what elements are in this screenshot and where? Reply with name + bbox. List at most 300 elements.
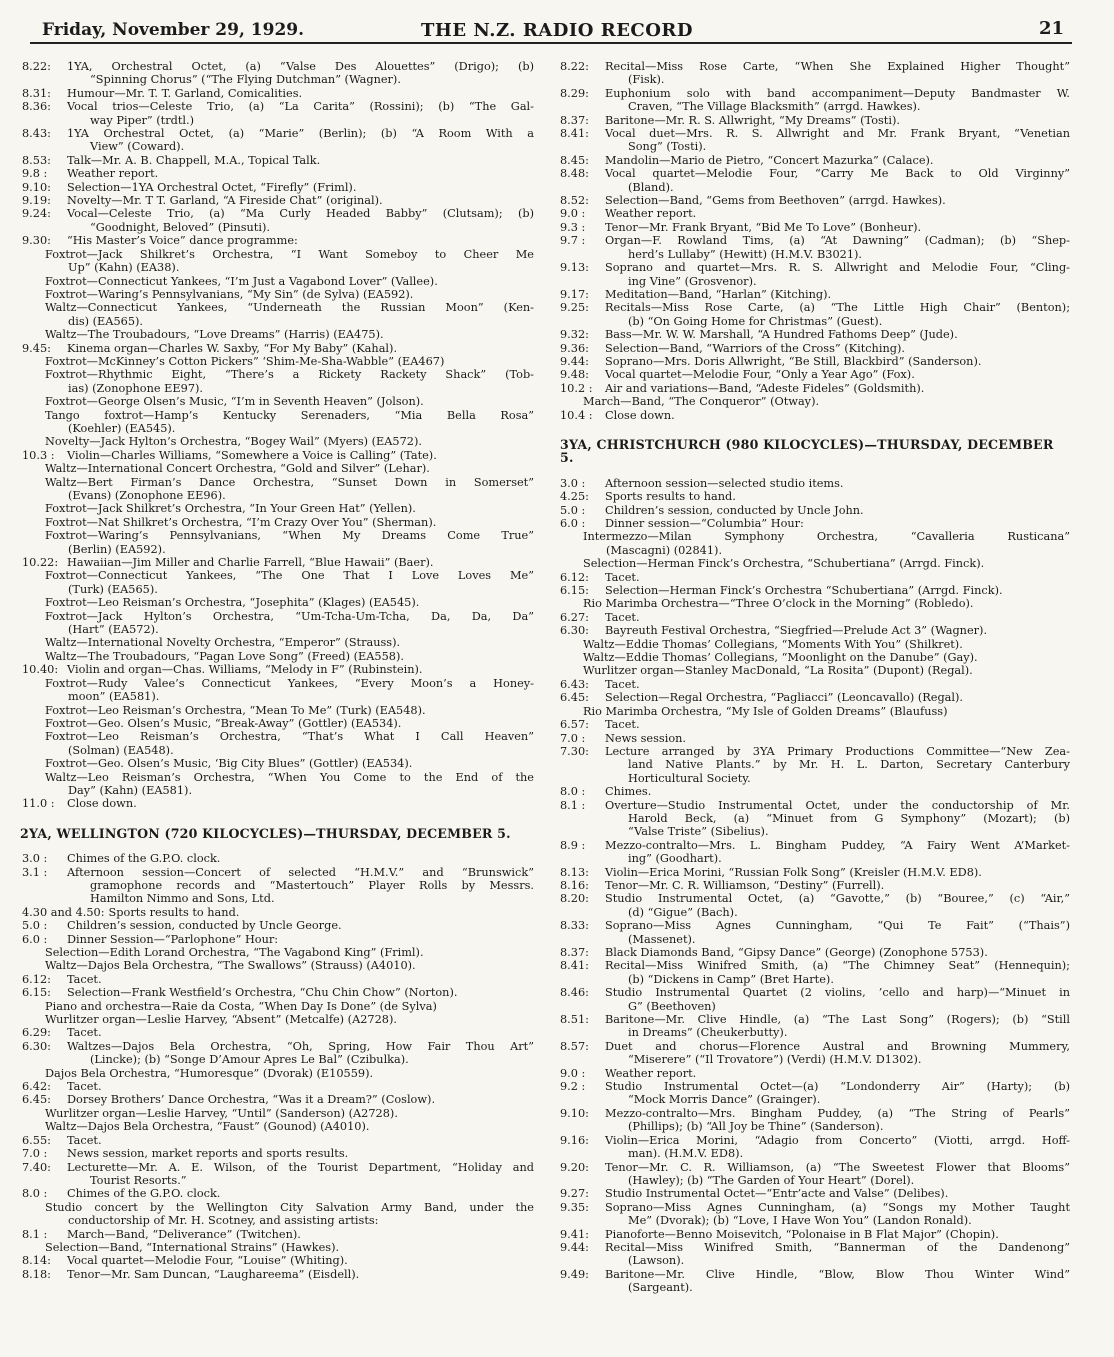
entry-text (605, 368, 1070, 381)
programme-line: Wurlitzer organ—Leslie Harvey, “Absent” (Metcalfe) (A2728). (45, 1013, 397, 1027)
entry-time: 9.17: (560, 287, 589, 301)
entry-text (67, 234, 534, 247)
programme-line: Foxtrot—Rhythmic Eight, “There’s a Rickety Rackety Shack” (Tob- (45, 368, 534, 382)
programme-entry (560, 919, 1070, 946)
programme-line: Black Diamonds Band, “Gipsy Dance” (George) (Zonophone 5753). (605, 946, 988, 959)
programme-line: “Mock Morris Dance” (Grainger). (628, 1093, 821, 1107)
programme-line: Talk—Mr. A. B. Chappell, M.A., Topical Talk. (67, 153, 321, 167)
programme-line: Meditation—Band, “Harlan” (Kitching). (605, 287, 832, 301)
programme-sub-item (22, 946, 534, 959)
programme-line: Foxtrot—Waring’s Pennsylvanians, “When My Dreams Come True” (45, 529, 534, 543)
entry-text (605, 946, 1070, 959)
station-heading: 3YA, CHRISTCHURCH (980 KILOCYCLES)—THURSDAY, DECEMBER 5. (560, 436, 1054, 466)
entry-time: 9.44: (560, 354, 589, 368)
programme-entry (22, 1080, 534, 1093)
entry-text (67, 1093, 534, 1106)
entry-text (605, 1161, 1070, 1188)
programme-line: Tacet. (67, 1026, 102, 1040)
programme-line: Dorsey Brothers’ Dance Orchestra, “Was it a Dream?” (Coslow). (67, 1093, 436, 1107)
entry-text (605, 207, 1070, 220)
entry-text (67, 449, 534, 462)
entry-text (605, 678, 1070, 691)
entry-time: 8.46: (560, 986, 589, 1000)
entry-time: 6.30: (22, 1039, 51, 1053)
entry-text (67, 973, 534, 986)
programme-line: Lecturette—Mr. A. E. Wilson, of the Tourist Department, “Holiday and (67, 1160, 534, 1174)
programme-line: Dinner Session—“Parlophone” Hour: (67, 932, 279, 946)
programme-sub-item (22, 476, 534, 503)
entry-text (605, 1040, 1070, 1067)
programme-line: Waltz—Dajos Bela Orchestra, “Faust” (Gounod) (A4010). (45, 1120, 370, 1134)
programme-entry (22, 866, 534, 906)
programme-sub-item (22, 288, 534, 301)
entry-time: 6.43: (560, 677, 589, 691)
programme-sub-item (22, 395, 534, 408)
programme-sub-item (560, 638, 1070, 651)
entry-text (605, 1241, 1070, 1268)
entry-text (67, 797, 534, 810)
programme-line: Foxtrot—McKinney’s Cotton Pickers” ‘Shim-Me-Sha-Wabble” (EA467) (45, 354, 445, 368)
programme-line: (Solman) (EA548). (68, 743, 174, 757)
entry-text (605, 167, 1070, 194)
programme-sub-item (560, 597, 1070, 610)
programme-line: Selection—Herman Finck’s Orchestra, “Schubertiana” (Arrgd. Finck). (583, 557, 985, 571)
programme-entry (560, 234, 1070, 261)
programme-line: Tenor—Mr. Sam Duncan, “Laughareema” (Eisdell). (67, 1267, 360, 1281)
programme-entry (22, 906, 534, 919)
entry-time: 9.0 : (560, 1066, 586, 1080)
programme-entry (22, 1268, 534, 1281)
programme-line: Wurlitzer organ—Stanley MacDonald, “La Rosita” (Dupont) (Regal). (583, 664, 973, 678)
entry-text (67, 181, 534, 194)
programme-line: “Valse Triste” (Sibelius). (628, 825, 769, 839)
programme-entry (560, 892, 1070, 919)
programme-sub-item (22, 610, 534, 637)
programme-line: gramophone records and “Mastertouch” Player Rolls by Messrs. (90, 878, 534, 892)
programme-entry (22, 1026, 534, 1039)
programme-line: Tourist Resorts.” (90, 1173, 187, 1187)
programme-entry (560, 866, 1070, 879)
entry-time: 3.0 : (22, 852, 48, 866)
entry-time: 8.33: (560, 919, 589, 933)
programme-entry (560, 1107, 1070, 1134)
programme-line: (Massenet). (628, 932, 696, 946)
entry-time: 9.2 : (560, 1080, 586, 1094)
programme-line: dis) (EA565). (68, 314, 144, 328)
programme-sub-item (22, 529, 534, 556)
entry-time: 8.0 : (560, 785, 586, 799)
entry-text (67, 866, 534, 906)
programme-line: Selection—Regal Orchestra, “Pagliacci” (Leoncavallo) (Regal). (605, 691, 964, 705)
entry-time: 9.27: (560, 1187, 589, 1201)
programme-line: Pianoforte—Benno Moisevitch, “Polonaise in B Flat Major” (Chopin). (605, 1227, 999, 1241)
programme-line: man). (H.M.V. ED8). (628, 1147, 744, 1161)
entry-text (605, 799, 1070, 839)
programme-line: Me” (Dvorak); (b) “Love, I Have Won You” (Landon Ronald). (628, 1214, 972, 1228)
programme-line: (Lincke); (b) “Songe D’Amour Apres Le Bal” (Czibulka). (90, 1053, 409, 1067)
entry-time: 8.14: (22, 1254, 51, 1268)
entry-text (67, 1040, 534, 1067)
programme-line: “Spinning Chorus” (“The Flying Dutchman” (Wagner). (90, 73, 401, 87)
programme-entry (22, 797, 534, 810)
programme-line: Foxtrot—Leo Reisman’s Orchestra, “Josephita” (Klages) (EA545). (45, 596, 420, 610)
programme-line: Weather report. (605, 1066, 697, 1080)
entry-time: 8.22: (560, 60, 589, 73)
entry-time: 11.0 : (22, 797, 55, 811)
entry-time: 8.22: (22, 60, 51, 73)
programme-line: (b) “On Going Home for Christmas” (Guest). (628, 314, 883, 328)
programme-entry (22, 1134, 534, 1147)
entry-text (605, 328, 1070, 341)
programme-line: Foxtrot—Leo Reisman’s Orchestra, “Mean To Me” (Turk) (EA548). (45, 703, 426, 717)
programme-line: Foxtrot—Jack Shilkret’s Orchestra, “In Your Green Hat” (Yellen). (45, 502, 416, 516)
programme-line: “Goodnight, Beloved” (Pinsuti). (90, 220, 270, 234)
programme-line: ias) (Zonophone EE97). (68, 381, 204, 395)
entry-text (67, 127, 534, 154)
programme-line: Chimes of the G.P.O. clock. (67, 852, 221, 866)
programme-line: Violin—Erica Morini, “Russian Folk Song” (Kreisler (H.M.V. ED8). (605, 865, 982, 879)
programme-entry (22, 60, 534, 87)
entry-text (605, 261, 1070, 288)
programme-line: Afternoon session—selected studio items. (605, 476, 844, 490)
programme-line: Sports results to hand. (108, 905, 240, 919)
programme-line: Tacet. (605, 677, 640, 691)
programme-line: (Fisk). (628, 73, 665, 87)
programme-line: Studio Instrumental Octet, (a) “Gavotte,” (b) “Bouree,” (c) “Air,” (605, 892, 1070, 906)
programme-entry (22, 1254, 534, 1267)
entry-text (605, 127, 1070, 154)
programme-entry (22, 933, 534, 946)
entry-time: 8.20: (560, 892, 589, 906)
programme-line: (Lawson). (628, 1254, 685, 1268)
programme-sub-item (560, 705, 1070, 718)
programme-entry (22, 919, 534, 932)
programme-entry (560, 1161, 1070, 1188)
programme-line: Selection—Band, “International Strains” (Hawkes). (45, 1240, 340, 1254)
programme-entry (560, 799, 1070, 839)
programme-line: Rio Marimba Orchestra, “My Isle of Golden Dreams” (Blaufuss) (583, 704, 948, 718)
programme-entry (22, 167, 534, 180)
programme-sub-item (22, 502, 534, 515)
programme-line: 1YA Orchestral Octet, (a) “Marie” (Berlin); (b) “A Room With a (67, 127, 534, 141)
programme-line: Waltz—Connecticut Yankees, “Underneath the Russian Moon” (Ken- (45, 301, 534, 315)
entry-time: 8.57: (560, 1039, 589, 1053)
programme-line: March—Band, “Deliverance” (Twitchen). (67, 1227, 301, 1241)
programme-line: Up” (Kahn) (EA38). (68, 261, 180, 275)
programme-line: in Dreams” (Cheukerbutty). (628, 1026, 788, 1040)
entry-time: 6.57: (560, 718, 589, 732)
entry-time: 8.51: (560, 1013, 589, 1027)
programme-entry (560, 517, 1070, 530)
programme-line: Song” (Tosti). (628, 140, 707, 154)
entry-time: 8.48: (560, 167, 589, 181)
publication-title: THE N.Z. RADIO RECORD (421, 20, 693, 41)
programme-line: Bayreuth Festival Orchestra, “Siegfried—Prelude Act 3” (Wagner). (605, 624, 988, 638)
programme-line: Weather report. (605, 207, 697, 221)
programme-entry (22, 1187, 534, 1200)
entry-text (67, 207, 534, 234)
programme-line: Studio Instrumental Quartet (2 violins, ’cello and harp)—“Minuet in (605, 986, 1070, 1000)
programme-line: moon” (EA581). (68, 690, 160, 704)
programme-line: Soprano and quartet—Mrs. R. S. Allwright and Melodie Four, “Cling- (605, 261, 1070, 275)
entry-time: 6.42: (22, 1080, 51, 1094)
programme-entry (560, 301, 1070, 328)
entry-time: 6.27: (560, 610, 589, 624)
programme-entry (22, 234, 534, 247)
programme-line: Recital—Miss Winifred Smith, “Bannerman of the Dandenong” (605, 1240, 1070, 1254)
programme-line: Vocal duet—Mrs. R. S. Allwright and Mr. Frank Bryant, “Venetian (605, 127, 1070, 141)
programme-entry (22, 194, 534, 207)
entry-time: 9.13: (560, 261, 589, 275)
entry-time: 9.36: (560, 341, 589, 355)
entry-text (67, 663, 534, 676)
programme-sub-item (22, 650, 534, 663)
programme-sub-item (22, 596, 534, 609)
programme-line: Foxtrot—Connecticut Yankees, “The One That I Love Loves Me” (45, 569, 534, 583)
programme-line: Close down. (605, 408, 675, 422)
programme-entry (560, 785, 1070, 798)
entry-time: 8.1 : (560, 798, 586, 812)
programme-line: Hamilton Nimmo and Sons, Ltd. (90, 892, 275, 906)
programme-sub-item (22, 516, 534, 529)
entry-text (605, 1107, 1070, 1134)
programme-sub-item (22, 1067, 534, 1080)
entry-time: 8.53: (22, 153, 51, 167)
entry-time: 6.55: (22, 1133, 51, 1147)
programme-line: Chimes. (605, 785, 652, 799)
entry-text (67, 1026, 534, 1039)
entry-text (67, 100, 534, 127)
programme-sub-item (22, 275, 534, 288)
programme-entry (22, 1093, 534, 1106)
programme-line: (Berlin) (EA592). (68, 542, 166, 556)
programme-line: Children’s session, conducted by Uncle George. (67, 919, 342, 933)
programme-line: Dajos Bela Orchestra, “Humoresque” (Dvorak) (E10559). (45, 1066, 374, 1080)
programme-line: (Hawley); (b) “The Garden of Your Heart” (Dorel). (628, 1173, 915, 1187)
programme-line: Foxtrot—Leo Reisman’s Orchestra, “That’s What I Call Heaven” (45, 730, 534, 744)
programme-entry (22, 973, 534, 986)
entry-time: 9.20: (560, 1160, 589, 1174)
entry-text (605, 1080, 1070, 1107)
entry-time: 6.45: (560, 691, 589, 705)
entry-time: 6.12: (560, 570, 589, 584)
programme-line: Waltz—Dajos Bela Orchestra, “The Swallows” (Strauss) (A4010). (45, 959, 416, 973)
programme-sub-item (22, 771, 534, 798)
programme-line: Recital—Miss Rose Carte, “When She Explained Higher Thought” (605, 60, 1070, 73)
entry-time: 8.29: (560, 86, 589, 100)
programme-entry (560, 745, 1070, 785)
programme-sub-item (560, 557, 1070, 570)
programme-line: Waltz—The Troubadours, “Pagan Love Song” (Freed) (EA558). (45, 649, 404, 663)
programme-entry (560, 1040, 1070, 1067)
entry-text (605, 301, 1070, 328)
entry-text (67, 1161, 534, 1188)
programme-entry (560, 678, 1070, 691)
programme-line: Bass—Mr. W. W. Marshall, “A Hundred Fathoms Deep” (Jude). (605, 328, 958, 342)
entry-text (605, 1228, 1070, 1241)
programme-line: Foxtrot—Jack Hylton’s Orchestra, “Um-Tcha-Um-Tcha, Da, Da, Da” (45, 609, 534, 623)
programme-line: Foxtrot—Nat Shilkret’s Orchestra, “I’m Crazy Over You” (Sherman). (45, 515, 437, 529)
entry-text (605, 1201, 1070, 1228)
programme-entry (22, 100, 534, 127)
programme-line: Children’s session, conducted by Uncle John. (605, 503, 864, 517)
header-rule (30, 42, 1072, 44)
entry-time: 9.10: (560, 1106, 589, 1120)
programme-line: Studio Instrumental Octet—(a) “Londonderry Air” (Harty); (b) (605, 1080, 1070, 1094)
entry-text (605, 221, 1070, 234)
programme-sub-item (22, 409, 534, 436)
programme-line: Waltz—International Novelty Orchestra, “Emperor” (Strauss). (45, 636, 401, 650)
programme-line: Close down. (67, 797, 137, 811)
programme-line: Rio Marimba Orchestra—“Three O’clock in the Morning” (Robledo). (583, 597, 974, 611)
entry-time: 7.0 : (22, 1147, 48, 1161)
programme-line: (Bland). (628, 180, 674, 194)
programme-sub-item (22, 328, 534, 341)
entry-time: 8.36: (22, 100, 51, 114)
entry-text (605, 584, 1070, 597)
programme-line: Air and variations—Band, “Adeste Fideles” (Goldsmith). (605, 381, 925, 395)
programme-line: (b) “Dickens in Camp” (Bret Harte). (628, 972, 834, 986)
entry-time: 3.1 : (22, 865, 48, 879)
entry-time: 9.8 : (22, 167, 48, 181)
programme-line: Studio concert by the Wellington City Salvation Army Band, under the (45, 1200, 534, 1214)
programme-line: Waltz—Leo Reisman’s Orchestra, “When You Come to the End of the (45, 770, 534, 784)
programme-line: Selection—Herman Finck’s Orchestra “Schubertiana” (Arrgd. Finck). (605, 584, 1003, 598)
right-column (560, 60, 1070, 1295)
programme-entry (560, 87, 1070, 114)
entry-text (605, 1067, 1070, 1080)
programme-line: Euphonium solo with band accompaniment—Deputy Bandmaster W. (605, 86, 1070, 100)
programme-sub-item (22, 757, 534, 770)
programme-line: land Native Plants.” by Mr. H. L. Darton, Secretary Canterbury (628, 758, 1070, 772)
entry-text (605, 839, 1070, 866)
entry-time: 6.0 : (560, 517, 586, 530)
programme-sub-item (22, 677, 534, 704)
programme-entry (560, 691, 1070, 704)
programme-line: Intermezzo—Milan Symphony Orchestra, “Cavalleria Rusticana” (583, 530, 1070, 544)
entry-text (605, 919, 1070, 946)
programme-line: Tango foxtrot—Hamp’s Kentucky Serenaders, “Mia Bella Rosa” (45, 408, 534, 422)
entry-text (605, 1134, 1070, 1161)
page-header (0, 0, 1114, 44)
entry-text (67, 1254, 534, 1267)
programme-entry (22, 181, 534, 194)
entry-time: 9.45: (22, 341, 51, 355)
entry-text (67, 1228, 534, 1241)
programme-line: Foxtrot—Geo. Olsen’s Music, “Break-Away” (Gottler) (EA534). (45, 716, 402, 730)
programme-line: Vocal trios—Celeste Trio, (a) “La Carita” (Rossini); (b) “The Gal- (67, 100, 534, 114)
entry-time: 9.48: (560, 368, 589, 382)
programme-entry (560, 368, 1070, 381)
programme-line: Weather report. (67, 167, 159, 181)
programme-entry (560, 959, 1070, 986)
entry-time: 8.9 : (560, 838, 586, 852)
entry-time: 7.0 : (560, 731, 586, 745)
entry-time: 9.41: (560, 1227, 589, 1241)
programme-entry (22, 852, 534, 865)
programme-line: Lecture arranged by 3YA Primary Productions Committee—“New Zea- (605, 744, 1070, 758)
programme-line: Duet and chorus—Florence Austral and Browning Mummery, (605, 1039, 1070, 1053)
entry-text (605, 1013, 1070, 1040)
programme-entry (22, 154, 534, 167)
entry-text (67, 1147, 534, 1160)
programme-entry (22, 556, 534, 569)
entry-text (67, 1080, 534, 1093)
programme-line: Overture—Studio Instrumental Octet, under the conductorship of Mr. (605, 798, 1070, 812)
programme-entry (560, 221, 1070, 234)
programme-line: March—Band, “The Conqueror” (Otway). (583, 395, 820, 409)
programme-entry (560, 584, 1070, 597)
entry-time: 9.10: (22, 180, 51, 194)
programme-entry (560, 1268, 1070, 1295)
programme-line: Selection—Band, “Warriors of the Cross” (Kitching). (605, 341, 905, 355)
programme-line: Vocal quartet—Melodie Four, “Louise” (Whiting). (67, 1254, 348, 1268)
programme-entry (560, 194, 1070, 207)
entry-time: 5.0 : (560, 503, 586, 517)
programme-entry (560, 261, 1070, 288)
entry-time: 4.25: (560, 490, 589, 504)
programme-entry (560, 127, 1070, 154)
programme-entry (560, 1080, 1070, 1107)
programme-line: Recitals—Miss Rose Carte, (a) “The Little High Chair” (Benton); (605, 301, 1070, 315)
programme-line: Dinner session—“Columbia” Hour: (605, 517, 804, 530)
programme-line: herd’s Lullaby” (Hewitt) (H.M.V. B3021). (628, 247, 863, 261)
entry-text (67, 919, 534, 932)
programme-line: Violin and organ—Chas. Williams, “Melody in F” (Rubinstein). (67, 663, 423, 677)
programme-sub-item (22, 462, 534, 475)
header-date: Friday, November 29, 1929. (42, 20, 305, 40)
entry-time: 7.40: (22, 1160, 51, 1174)
programme-line: Chimes of the G.P.O. clock. (67, 1187, 221, 1201)
programme-entry (560, 1013, 1070, 1040)
programme-entry (560, 986, 1070, 1013)
programme-sub-item (22, 1107, 534, 1120)
programme-entry (560, 1228, 1070, 1241)
programme-line: Craven, “The Village Blacksmith” (arrgd. Hawkes). (628, 100, 921, 114)
programme-line: ing” (Goodhart). (628, 852, 722, 866)
programme-line: “His Master’s Voice” dance programme: (67, 234, 298, 248)
entry-text (67, 154, 534, 167)
programme-line: Sports results to hand. (605, 490, 736, 504)
entry-text (605, 691, 1070, 704)
entry-text (605, 866, 1070, 879)
programme-line: Violin—Erica Morini, “Adagio from Concerto” (Viotti, arrgd. Hoff- (605, 1133, 1070, 1147)
programme-entry (560, 60, 1070, 87)
entry-time: 9.44: (560, 1240, 589, 1254)
programme-line: News session. (605, 731, 686, 745)
programme-sub-item (22, 368, 534, 395)
entry-text (67, 167, 534, 180)
programme-sub-item (22, 730, 534, 757)
programme-line: View” (Coward). (90, 140, 185, 154)
page-number: 21 (1038, 18, 1064, 39)
entry-text (605, 234, 1070, 261)
programme-entry (560, 114, 1070, 127)
entry-time: 8.13: (560, 865, 589, 879)
entry-text (605, 986, 1070, 1013)
programme-entry (22, 449, 534, 462)
programme-line: Foxtrot—George Olsen’s Music, “I’m in Seventh Heaven” (Jolson). (45, 395, 424, 409)
programme-line: (Koehler) (EA545). (68, 421, 176, 435)
entry-text (605, 490, 1070, 503)
entry-time: 6.29: (22, 1026, 51, 1040)
programme-line: Studio Instrumental Octet—“Entr’acte and Valse” (Delibes). (605, 1187, 949, 1201)
programme-entry (560, 611, 1070, 624)
programme-line: ing Vine” (Grosvenor). (628, 274, 757, 288)
programme-line: Vocal quartet—Melodie Four, “Only a Year Ago” (Fox). (605, 368, 915, 382)
programme-line: Soprano—Mrs. Doris Allwright, “Be Still, Blackbird” (Sanderson). (605, 354, 982, 368)
entry-text (605, 1187, 1070, 1200)
